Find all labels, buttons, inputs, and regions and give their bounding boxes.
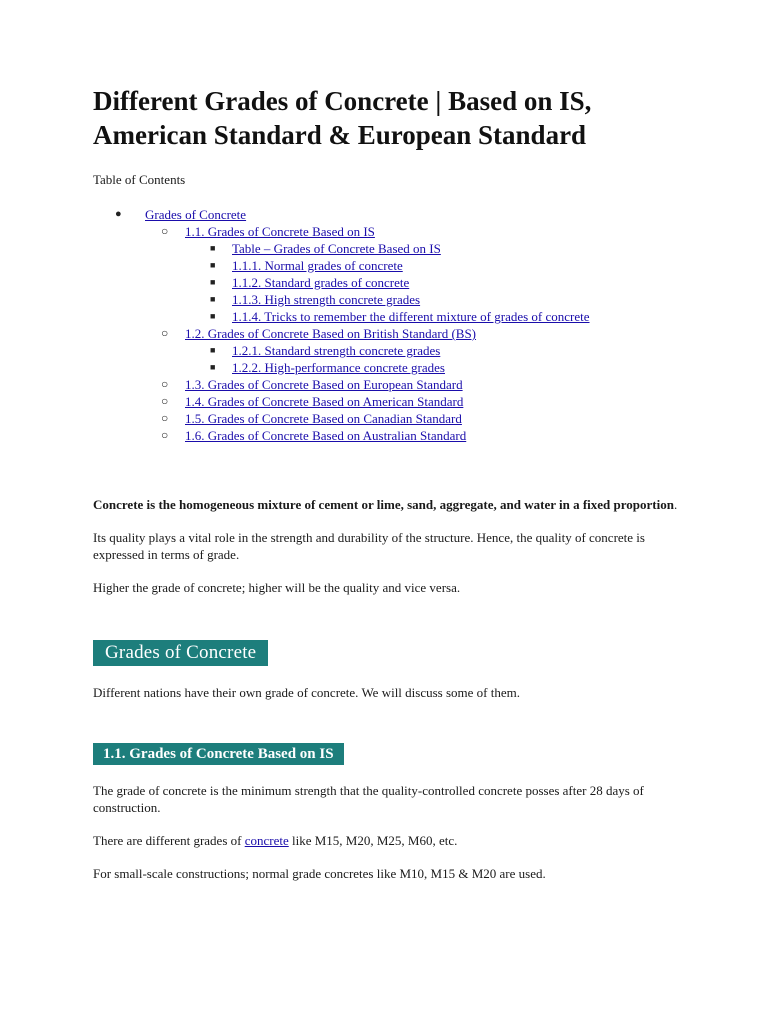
toc-link[interactable]: 1.3. Grades of Concrete Based on European Standard: [185, 377, 463, 392]
toc-item[interactable]: [93, 342, 683, 359]
toc-bullet-icon: ■: [210, 294, 216, 304]
different-grades-paragraph: [93, 832, 683, 849]
toc-bullet-icon: ■: [210, 260, 216, 270]
toc-bullet-icon: ●: [115, 208, 122, 220]
toc-item[interactable]: [93, 393, 683, 410]
toc-bullet-icon: ○: [161, 428, 169, 442]
toc-bullet-icon: ○: [161, 326, 169, 340]
toc-link[interactable]: 1.1.2. Standard grades of concrete: [232, 275, 410, 290]
subsection-heading-is: 1.1. Grades of Concrete Based on IS: [93, 743, 344, 765]
toc-link[interactable]: 1.6. Grades of Concrete Based on Australian Standard: [185, 428, 467, 443]
toc-link[interactable]: 1.2.1. Standard strength concrete grades: [232, 343, 441, 358]
toc-bullet-icon: ■: [210, 277, 216, 287]
higher-grade-paragraph: Higher the grade of concrete; higher will be the quality and vice versa.: [93, 580, 461, 595]
intro-bold-text: Concrete is the homogeneous mixture of cement or lime, sand, aggregate, and water in a fixed proportion: [93, 497, 674, 512]
toc-bullet-icon: ■: [210, 362, 216, 372]
toc-link[interactable]: 1.1.4. Tricks to remember the different mixture of grades of concrete: [232, 309, 590, 324]
toc-item[interactable]: [93, 308, 683, 325]
toc-bullet-icon: ○: [161, 411, 169, 425]
section-heading-grades-of-concrete: Grades of Concrete: [93, 640, 268, 666]
nations-paragraph: Different nations have their own grade of concrete. We will discuss some of them.: [93, 685, 520, 700]
toc-bullet-icon: ■: [210, 345, 216, 355]
article: [93, 84, 683, 882]
toc-item[interactable]: [93, 291, 683, 308]
toc-link[interactable]: 1.1.3. High strength concrete grades: [232, 292, 421, 307]
toc-bullet-icon: ■: [210, 311, 216, 321]
intro-period: .: [673, 497, 678, 512]
toc-link[interactable]: 1.4. Grades of Concrete Based on American Standard: [185, 394, 464, 409]
toc-item[interactable]: [93, 257, 683, 274]
small-scale-paragraph: For small-scale constructions; normal grade concretes like M10, M15 & M20 are used.: [93, 866, 546, 881]
page-title: Different Grades of Concrete | Based on IS, American Standard & European Standard: [93, 86, 592, 150]
toc-item[interactable]: [93, 274, 683, 291]
different-grades-text-after: like M15, M20, M25, M60, etc.: [288, 833, 458, 848]
quality-paragraph: Its quality plays a vital role in the strength and durability of the structure. Hence, the quality of concrete is expressed in terms of grade.: [93, 530, 645, 562]
toc-item[interactable]: [93, 410, 683, 427]
grade-definition-paragraph: The grade of concrete is the minimum strength that the quality-controlled concrete posses after 28 days of construction.: [93, 783, 644, 815]
toc-item[interactable]: [93, 359, 683, 376]
toc-item[interactable]: [93, 223, 683, 240]
toc-link[interactable]: 1.2.2. High-performance concrete grades: [232, 360, 445, 375]
intro-paragraph: [93, 496, 683, 513]
toc-bullet-icon: ○: [161, 224, 169, 238]
toc-link[interactable]: 1.2. Grades of Concrete Based on British Standard (BS): [185, 326, 477, 341]
toc-bullet-icon: ■: [210, 243, 216, 253]
toc-bullet-icon: ○: [161, 377, 169, 391]
toc-link[interactable]: 1.5. Grades of Concrete Based on Canadian Standard: [185, 411, 462, 426]
toc-item[interactable]: [93, 240, 683, 257]
toc-link[interactable]: Table – Grades of Concrete Based on IS: [232, 241, 441, 256]
toc-title: Table of Contents: [93, 172, 186, 187]
toc-item[interactable]: [93, 206, 683, 223]
concrete-link[interactable]: concrete: [244, 833, 289, 848]
toc-link[interactable]: 1.1.1. Normal grades of concrete: [232, 258, 403, 273]
different-grades-text-before: There are different grades of: [93, 833, 245, 848]
toc-item[interactable]: [93, 427, 683, 444]
toc-bullet-icon: ○: [161, 394, 169, 408]
toc-item[interactable]: [93, 376, 683, 393]
table-of-contents: [93, 206, 683, 444]
toc-link[interactable]: 1.1. Grades of Concrete Based on IS: [185, 224, 375, 239]
toc-link[interactable]: Grades of Concrete: [145, 207, 247, 222]
toc-item[interactable]: [93, 325, 683, 342]
